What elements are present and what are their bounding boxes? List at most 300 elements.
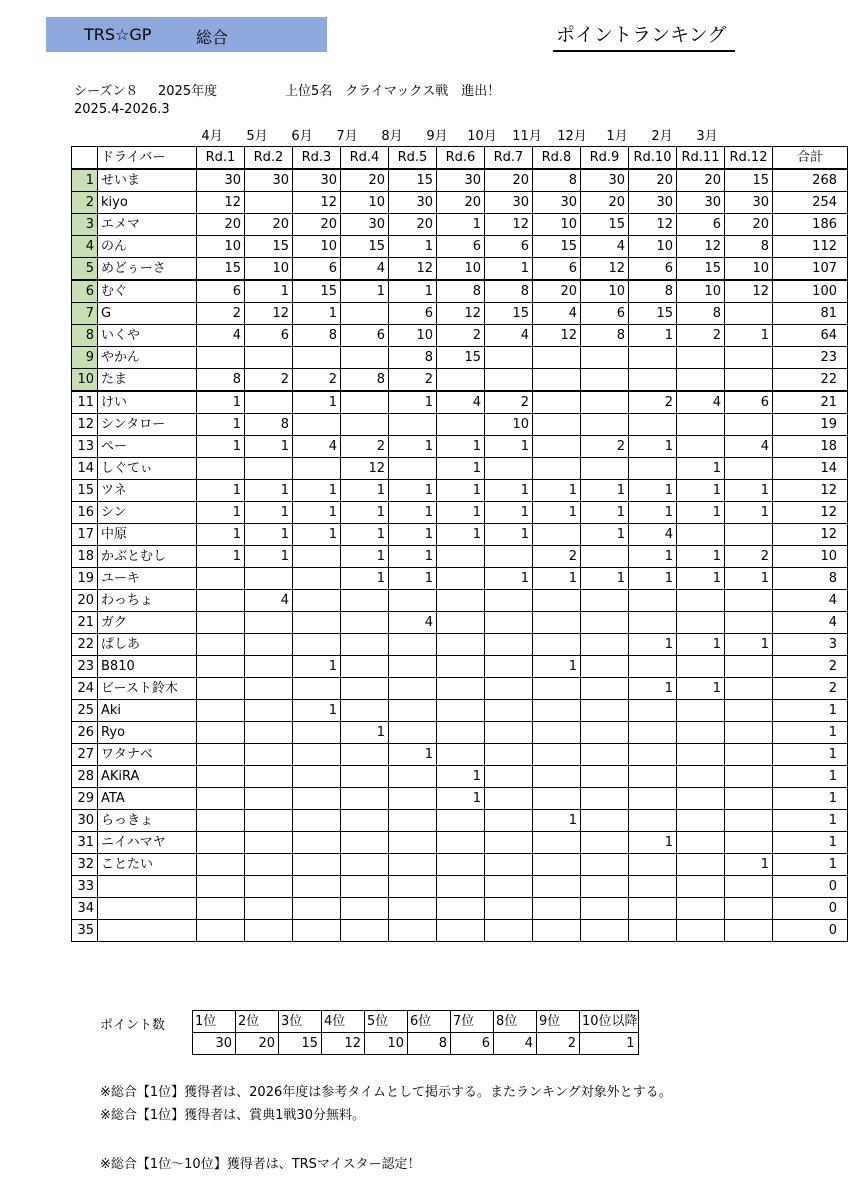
driver-name: ガク [98,612,197,634]
score-cell [533,876,581,898]
score-cell: 15 [629,303,677,325]
score-cell [245,391,293,414]
points-place: 3位 [279,1011,322,1033]
score-cell: 6 [197,280,245,303]
score-cell [293,458,341,480]
score-cell: 10 [485,414,533,436]
score-cell [581,788,629,810]
score-cell: 15 [341,236,389,258]
score-cell [245,744,293,766]
driver-name: シンタロー [98,414,197,436]
score-cell: 2 [485,391,533,414]
score-cell [533,347,581,369]
total-cell: 21 [773,391,848,414]
driver-name: シン [98,502,197,524]
score-cell [725,700,773,722]
score-cell [581,458,629,480]
score-cell [389,876,437,898]
score-cell [533,414,581,436]
score-cell [197,656,245,678]
driver-header: ドライバー [98,147,197,170]
score-cell [677,810,725,832]
score-cell: 1 [485,258,533,281]
table-row [72,436,848,458]
score-cell: 1 [677,568,725,590]
score-cell [293,876,341,898]
score-cell [341,303,389,325]
score-cell [197,458,245,480]
score-cell [725,303,773,325]
driver-name [98,920,197,942]
score-cell [725,590,773,612]
score-cell [293,414,341,436]
score-cell [581,832,629,854]
header-box [46,17,327,52]
score-cell: 10 [533,214,581,236]
score-cell: 1 [389,480,437,502]
score-cell [485,788,533,810]
score-cell [245,458,293,480]
score-cell: 10 [677,280,725,303]
score-cell [629,612,677,634]
score-cell [725,744,773,766]
score-cell [725,898,773,920]
score-cell: 2 [629,391,677,414]
score-cell: 4 [341,258,389,281]
score-cell: 6 [437,236,485,258]
score-cell: 6 [485,236,533,258]
score-cell [341,656,389,678]
table-row [72,722,848,744]
score-cell [629,876,677,898]
score-cell [389,766,437,788]
score-cell [629,810,677,832]
driver-name: ことたい [98,854,197,876]
round-header: Rd.3 [293,147,341,170]
score-cell: 15 [293,280,341,303]
table-row [72,192,848,214]
score-cell: 10 [725,258,773,281]
score-cell [293,788,341,810]
score-cell: 20 [341,169,389,192]
month-label: 8月 [381,129,403,144]
score-cell [437,810,485,832]
score-cell: 30 [629,192,677,214]
score-cell: 1 [389,502,437,524]
score-cell: 1 [437,788,485,810]
score-cell: 30 [245,169,293,192]
score-cell [437,656,485,678]
score-cell [581,347,629,369]
score-cell [293,678,341,700]
score-cell [245,568,293,590]
score-cell: 1 [293,480,341,502]
score-cell: 1 [437,480,485,502]
rank-cell: 21 [72,612,98,634]
score-cell: 1 [245,280,293,303]
driver-name: B810 [98,656,197,678]
score-cell [245,810,293,832]
score-cell [485,722,533,744]
score-cell: 1 [581,502,629,524]
score-cell: 1 [293,700,341,722]
score-cell: 1 [629,436,677,458]
score-cell: 8 [725,236,773,258]
score-cell: 8 [437,280,485,303]
score-cell: 6 [581,303,629,325]
driver-name: めどぅーさ [98,258,197,281]
driver-name: らっきょ [98,810,197,832]
score-cell [437,612,485,634]
rank-cell: 34 [72,898,98,920]
score-cell: 2 [197,303,245,325]
note-1: ※総合【1位】獲得者は、2026年度は参考タイムとして掲示する。またランキング対象外とする。 [100,1085,672,1100]
score-cell [341,766,389,788]
score-cell [677,788,725,810]
score-cell: 8 [197,369,245,392]
score-cell: 1 [389,568,437,590]
score-cell [533,898,581,920]
table-row [72,303,848,325]
round-header: Rd.12 [725,147,773,170]
score-cell [245,920,293,942]
score-cell: 20 [293,214,341,236]
score-cell [677,656,725,678]
score-cell [581,634,629,656]
score-cell [437,414,485,436]
score-cell [437,920,485,942]
total-cell: 0 [773,898,848,920]
score-cell [245,788,293,810]
score-cell: 1 [197,546,245,568]
score-cell: 1 [485,436,533,458]
round-header: Rd.4 [341,147,389,170]
score-cell [437,369,485,392]
driver-name: Aki [98,700,197,722]
driver-name: やかん [98,347,197,369]
ranking-title: ポイントランキング [556,24,727,46]
score-cell: 2 [533,546,581,568]
table-row [72,169,848,192]
score-cell [581,656,629,678]
score-cell: 1 [437,766,485,788]
score-cell [677,722,725,744]
total-cell: 8 [773,568,848,590]
table-row [72,325,848,347]
table-row [72,546,848,568]
table-row [72,502,848,524]
score-cell [245,854,293,876]
table-row [72,480,848,502]
driver-name: むぐ [98,280,197,303]
score-cell: 1 [533,480,581,502]
points-places-row [193,1011,639,1033]
score-cell: 1 [341,280,389,303]
score-cell: 1 [725,502,773,524]
score-cell: 1 [629,832,677,854]
rank-cell: 12 [72,414,98,436]
score-cell [437,722,485,744]
total-cell: 1 [773,722,848,744]
score-cell [341,347,389,369]
score-cell [533,854,581,876]
score-cell [245,656,293,678]
total-cell: 4 [773,612,848,634]
score-cell [245,678,293,700]
score-cell [629,369,677,392]
score-cell [389,700,437,722]
score-cell [341,414,389,436]
table-row [72,854,848,876]
rank-cell: 11 [72,391,98,414]
score-cell [581,612,629,634]
score-cell: 1 [197,480,245,502]
score-cell: 8 [677,303,725,325]
score-cell [581,810,629,832]
score-cell [245,612,293,634]
score-cell: 1 [341,524,389,546]
score-cell: 12 [341,458,389,480]
round-header: Rd.11 [677,147,725,170]
rank-cell: 32 [72,854,98,876]
score-cell [389,414,437,436]
score-cell: 1 [245,436,293,458]
score-cell: 1 [245,524,293,546]
score-cell: 15 [677,258,725,281]
score-cell [725,722,773,744]
score-cell: 6 [677,214,725,236]
round-header: Rd.2 [245,147,293,170]
score-cell [197,347,245,369]
score-cell [341,810,389,832]
score-cell [437,876,485,898]
score-cell: 2 [245,369,293,392]
score-cell: 1 [629,502,677,524]
driver-name: kiyo [98,192,197,214]
rank-cell: 17 [72,524,98,546]
score-cell: 1 [629,568,677,590]
note-3: ※総合【1位～10位】獲得者は、TRSマイスター認定！ [100,1157,421,1172]
score-cell: 2 [677,325,725,347]
score-cell [485,678,533,700]
total-cell: 64 [773,325,848,347]
score-cell: 4 [245,590,293,612]
score-cell: 15 [389,169,437,192]
score-cell: 1 [293,391,341,414]
score-cell [197,788,245,810]
score-cell: 30 [677,192,725,214]
score-cell: 20 [725,214,773,236]
total-cell: 1 [773,854,848,876]
score-cell [197,766,245,788]
score-cell: 12 [629,214,677,236]
table-row [72,920,848,942]
score-cell [725,832,773,854]
score-cell: 10 [197,236,245,258]
score-cell [533,920,581,942]
score-cell [725,678,773,700]
points-place: 5位 [365,1011,408,1033]
score-cell [197,612,245,634]
month-label: 9月 [426,129,448,144]
rank-cell: 30 [72,810,98,832]
total-cell: 19 [773,414,848,436]
score-cell: 30 [197,169,245,192]
score-cell: 1 [725,325,773,347]
score-cell: 15 [197,258,245,281]
month-label: 12月 [557,129,587,144]
score-cell [341,590,389,612]
score-cell [341,612,389,634]
rank-cell: 24 [72,678,98,700]
round-header: Rd.5 [389,147,437,170]
points-value: 30 [193,1033,236,1055]
score-cell: 12 [293,192,341,214]
rank-cell: 10 [72,369,98,392]
month-label: 6月 [291,129,313,144]
score-cell [293,744,341,766]
score-cell: 4 [389,612,437,634]
score-cell: 4 [197,325,245,347]
score-cell: 1 [677,502,725,524]
score-cell: 1 [725,854,773,876]
rank-cell: 33 [72,876,98,898]
score-cell [725,369,773,392]
score-cell [485,369,533,392]
score-cell: 1 [293,502,341,524]
score-cell [533,436,581,458]
score-cell [293,347,341,369]
total-cell: 186 [773,214,848,236]
score-cell: 1 [197,436,245,458]
score-cell [629,656,677,678]
score-cell [389,898,437,920]
score-cell [725,920,773,942]
points-place: 6位 [408,1011,451,1033]
total-cell: 3 [773,634,848,656]
rank-cell: 22 [72,634,98,656]
score-cell: 4 [677,391,725,414]
total-cell: 81 [773,303,848,325]
score-cell [629,744,677,766]
total-cell: 1 [773,700,848,722]
score-cell [677,414,725,436]
driver-name: せいま [98,169,197,192]
score-cell: 1 [341,568,389,590]
score-cell [437,744,485,766]
score-cell [341,898,389,920]
score-cell: 10 [245,258,293,281]
total-cell: 1 [773,788,848,810]
score-cell [533,524,581,546]
points-value: 1 [580,1033,639,1055]
table-row [72,788,848,810]
score-cell [197,678,245,700]
score-cell [293,898,341,920]
score-cell: 30 [485,192,533,214]
table-row [72,524,848,546]
score-cell: 20 [533,280,581,303]
score-cell [245,898,293,920]
score-cell: 2 [293,369,341,392]
rank-cell: 25 [72,700,98,722]
rank-cell: 13 [72,436,98,458]
month-label: 1月 [606,129,628,144]
driver-name [98,876,197,898]
score-cell [245,634,293,656]
driver-name: ビースト鈴木 [98,678,197,700]
round-header: Rd.7 [485,147,533,170]
score-cell [677,744,725,766]
table-row [72,414,848,436]
score-cell [245,700,293,722]
score-cell: 1 [389,280,437,303]
score-cell [341,832,389,854]
rank-cell: 28 [72,766,98,788]
score-cell [245,876,293,898]
score-cell [341,788,389,810]
score-cell: 8 [389,347,437,369]
table-row [72,810,848,832]
score-cell [581,678,629,700]
table-row [72,236,848,258]
score-cell [293,546,341,568]
score-cell [677,590,725,612]
score-cell: 8 [581,325,629,347]
score-cell: 1 [197,414,245,436]
points-place: 9位 [537,1011,580,1033]
score-cell [581,700,629,722]
score-cell [197,568,245,590]
score-cell [293,722,341,744]
points-place: 7位 [451,1011,494,1033]
rank-cell: 4 [72,236,98,258]
score-cell [293,854,341,876]
points-value: 15 [279,1033,322,1055]
score-cell [437,590,485,612]
total-cell: 0 [773,876,848,898]
rank-cell: 9 [72,347,98,369]
score-cell: 1 [725,568,773,590]
score-cell [197,744,245,766]
table-row [72,391,848,414]
score-cell [197,590,245,612]
score-cell: 1 [581,524,629,546]
score-cell [485,546,533,568]
rank-header-cell [72,147,98,170]
score-cell: 1 [341,722,389,744]
score-cell [677,369,725,392]
score-cell: 1 [581,568,629,590]
score-cell: 10 [389,325,437,347]
score-cell: 6 [725,391,773,414]
rank-cell: 20 [72,590,98,612]
score-cell [389,788,437,810]
total-cell: 1 [773,810,848,832]
score-cell: 20 [485,169,533,192]
score-cell [341,678,389,700]
rank-cell: 15 [72,480,98,502]
driver-name: AKiRA [98,766,197,788]
total-cell: 12 [773,524,848,546]
score-cell [437,634,485,656]
rank-cell: 5 [72,258,98,281]
rank-cell: 18 [72,546,98,568]
score-cell [485,766,533,788]
rank-cell: 1 [72,169,98,192]
score-cell [485,347,533,369]
score-cell: 1 [197,524,245,546]
